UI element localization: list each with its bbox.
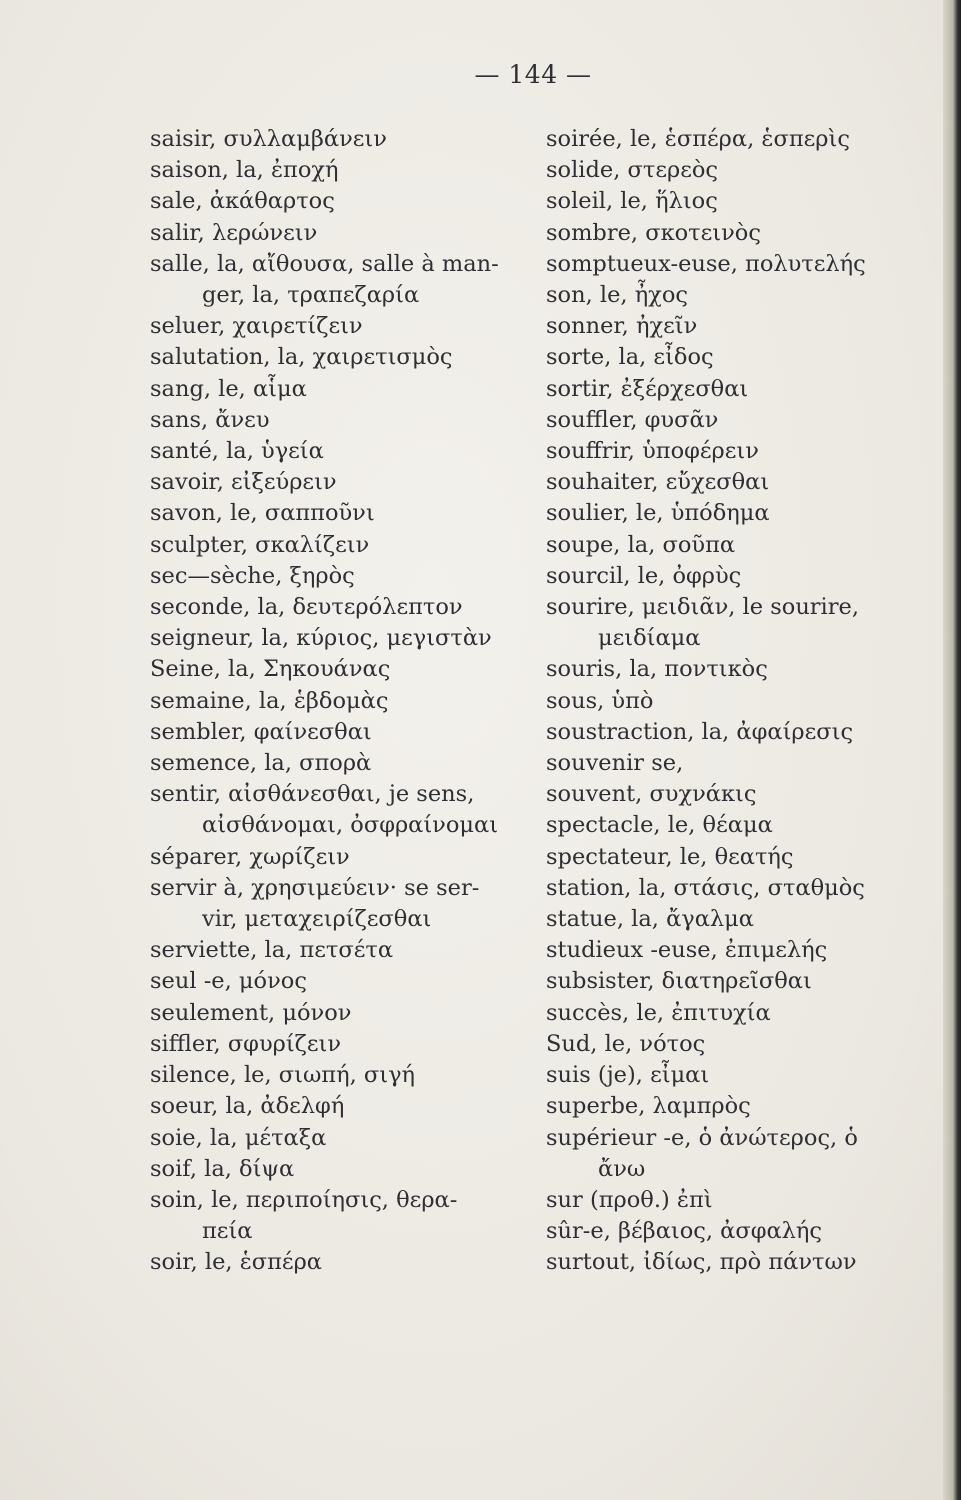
entry-text: soulier, le, ὑπόδημα <box>546 500 770 527</box>
entry-text: spectateur, le, θεατής <box>546 843 794 870</box>
dictionary-entry <box>546 311 906 342</box>
dictionary-entry <box>546 1091 906 1122</box>
dictionary-entry <box>150 1154 530 1185</box>
dictionary-entry <box>546 779 906 810</box>
dictionary-entry <box>546 592 906 654</box>
dictionary-entry <box>546 1216 906 1247</box>
page-edge-shadow <box>943 0 961 1500</box>
entry-text: sombre, σκοτεινὸς <box>546 219 761 246</box>
entry-text: somptueux-euse, πολυτελής <box>546 250 866 277</box>
entry-text: soleil, le, ἥλιος <box>546 188 718 215</box>
entry-text: santé, la, ὑγεία <box>150 438 324 465</box>
entry-text: sortir, ἐξέρχεσθαι <box>546 375 749 402</box>
dictionary-entry <box>150 623 530 654</box>
dictionary-entry <box>546 1123 906 1185</box>
entry-text: séparer, χωρίζειν <box>150 843 350 870</box>
dictionary-entry <box>150 498 530 529</box>
entry-text: savoir, εἰξεύρειν <box>150 469 337 496</box>
entry-text: sorte, la, εἶδος <box>546 344 714 371</box>
entry-text: station, la, στάσις, σταθμὸς <box>546 874 865 901</box>
entry-text: solide, στερεὸς <box>546 157 719 184</box>
dictionary-entry <box>546 530 906 561</box>
entry-continuation: ger, la, τραπεζαρία <box>202 282 420 309</box>
dictionary-entry <box>546 904 906 935</box>
dictionary-entry <box>150 717 530 748</box>
dictionary-entry <box>150 935 530 966</box>
dictionary-entry <box>546 1060 906 1091</box>
dictionary-entry <box>150 124 530 155</box>
entry-text: succès, le, ἐπιτυχία <box>546 999 771 1026</box>
dictionary-entry <box>546 998 906 1029</box>
dictionary-entry <box>150 998 530 1029</box>
dictionary-entry <box>546 873 906 904</box>
entry-text: soirée, le, ἑσπέρα, ἑσπερὶς <box>546 126 850 152</box>
dictionary-entry <box>150 686 530 717</box>
entry-text: soin, le, περιποίησις, θερα- <box>150 1186 458 1213</box>
dictionary-entry <box>150 186 530 217</box>
entry-text: savon, le, σαπποῦνι <box>150 500 375 527</box>
dictionary-entry <box>150 436 530 467</box>
entry-text: sentir, αἰσθάνεσθαι, je sens, <box>150 781 475 808</box>
dictionary-entry <box>150 1185 530 1247</box>
entry-text: spectacle, le, θέαμα <box>546 812 773 839</box>
dictionary-entry <box>546 810 906 841</box>
entry-text: sur (προθ.) ἐπὶ <box>546 1186 713 1213</box>
dictionary-entry <box>546 467 906 498</box>
entry-text: saison, la, ἐποχή <box>150 157 339 184</box>
dictionary-entry <box>546 280 906 311</box>
dictionary-entry <box>150 530 530 561</box>
entry-text: soir, le, ἑσπέρα <box>150 1249 322 1276</box>
entry-text: suis (je), εἶμαι <box>546 1062 710 1089</box>
dictionary-entry <box>150 342 530 373</box>
entry-text: sonner, ἠχεῖν <box>546 313 698 340</box>
entry-text: servir à, χρησιμεύειν· se ser- <box>150 874 480 901</box>
dictionary-entry <box>546 155 906 186</box>
dictionary-entry <box>150 1123 530 1154</box>
dictionary-entry <box>546 717 906 748</box>
dictionary-entry <box>546 1185 906 1216</box>
dictionary-entry <box>150 1091 530 1122</box>
entry-text: sculpter, σκαλίζειν <box>150 531 370 558</box>
dictionary-entry <box>546 405 906 436</box>
dictionary-entry <box>150 1029 530 1060</box>
entry-text: seigneur, la, κύριος, μεγιστὰν <box>150 625 492 652</box>
dictionary-entry <box>546 748 906 779</box>
entry-text: Seine, la, Σηκουάνας <box>150 656 391 683</box>
entry-text: sourire, μειδιᾶν, le sourire, <box>546 594 859 621</box>
dictionary-entry <box>150 218 530 249</box>
right-column <box>546 124 906 1279</box>
dictionary-entry <box>150 1247 530 1278</box>
entry-text: salutation, la, χαιρετισμὸς <box>150 344 453 371</box>
entry-text: souvent, συχνάκις <box>546 781 757 808</box>
dictionary-entry <box>150 374 530 405</box>
dictionary-entry <box>150 654 530 685</box>
entry-text: souhaiter, εὔχεσθαι <box>546 469 770 496</box>
dictionary-entry <box>546 124 906 155</box>
entry-text: silence, le, σιωπή, σιγή <box>150 1062 415 1089</box>
dictionary-entry <box>150 249 530 311</box>
dictionary-entry <box>150 561 530 592</box>
dictionary-entry <box>546 842 906 873</box>
dictionary-entry <box>150 779 530 841</box>
entry-text: studieux -euse, ἐπιμελής <box>546 937 828 964</box>
dictionary-entry <box>150 873 530 935</box>
dictionary-entry <box>150 842 530 873</box>
dictionary-entry <box>150 966 530 997</box>
dictionary-entry <box>546 342 906 373</box>
entry-text: siffler, σφυρίζειν <box>150 1030 342 1057</box>
entry-text: serviette, la, πετσέτα <box>150 937 394 964</box>
dictionary-entry <box>546 654 906 685</box>
entry-continuation: ἄνω <box>598 1155 646 1182</box>
entry-text: sec—sèche, ξηρὸς <box>150 562 355 589</box>
entry-text: sembler, φαίνεσθαι <box>150 718 372 745</box>
entry-text: son, le, ἦχος <box>546 282 688 309</box>
dictionary-entry <box>546 686 906 717</box>
dictionary-entry <box>546 218 906 249</box>
entry-continuation: πεία <box>202 1218 253 1245</box>
dictionary-entry <box>150 592 530 623</box>
entry-text: seconde, la, δευτερόλεπτον <box>150 594 463 621</box>
dictionary-entry <box>546 1247 906 1278</box>
dictionary-entry <box>546 966 906 997</box>
entry-text: surtout, ἰδίως, πρὸ πάντων <box>546 1249 857 1276</box>
entry-text: souvenir se, <box>546 750 684 777</box>
page-number: — 144 — <box>474 60 592 89</box>
entry-text: seulement, μόνον <box>150 999 352 1026</box>
entry-text: semence, la, σπορὰ <box>150 750 372 777</box>
entry-text: sourcil, le, ὀφρὺς <box>546 562 742 589</box>
entry-text: soustraction, la, ἀφαίρεσις <box>546 718 854 745</box>
dictionary-entry <box>546 498 906 529</box>
entry-text: saisir, συλλαμβάνειν <box>150 126 387 152</box>
entry-text: soeur, la, ἀδελφή <box>150 1093 345 1120</box>
dictionary-entry <box>546 1029 906 1060</box>
entry-text: sans, ἄνευ <box>150 406 270 433</box>
entry-text: souffrir, ὑποφέρειν <box>546 438 759 465</box>
entry-continuation: vir, μεταχειρίζεσθαι <box>202 906 432 933</box>
entry-text: sûr-e, βέβαιος, ἀσφαλής <box>546 1218 822 1245</box>
entry-text: soif, la, δίψα <box>150 1155 295 1182</box>
dictionary-entry <box>546 436 906 467</box>
dictionary-entry <box>546 374 906 405</box>
left-column <box>150 124 530 1279</box>
entry-text: salir, λερώνειν <box>150 219 318 246</box>
entry-text: souffler, φυσᾶν <box>546 406 719 433</box>
entry-text: subsister, διατηρεῖσθαι <box>546 968 812 995</box>
entry-text: seluer, χαιρετίζειν <box>150 313 363 340</box>
entry-text: salle, la, αἴθουσα, salle à man- <box>150 250 499 277</box>
dictionary-entry <box>150 1060 530 1091</box>
entry-text: souris, la, ποντικὸς <box>546 656 768 683</box>
entry-continuation: μειδίαμα <box>598 625 701 652</box>
entry-text: sang, le, αἷμα <box>150 375 307 402</box>
entry-text: Sud, le, νότος <box>546 1030 706 1057</box>
dictionary-entry <box>150 311 530 342</box>
dictionary-entry <box>150 467 530 498</box>
dictionary-entry <box>546 935 906 966</box>
entry-text: sale, ἀκάθαρτος <box>150 188 335 215</box>
entry-text: supérieur -e, ὁ ἀνώτερος, ὁ <box>546 1124 858 1151</box>
entry-text: soupe, la, σοῦπα <box>546 531 736 558</box>
dictionary-entry <box>546 186 906 217</box>
dictionary-entry <box>150 155 530 186</box>
entry-text: semaine, la, ἑβδομὰς <box>150 687 389 714</box>
dictionary-entry <box>546 249 906 280</box>
entry-text: statue, la, ἄγαλμα <box>546 906 754 933</box>
dictionary-entry <box>546 561 906 592</box>
entry-text: sous, ὑπὸ <box>546 687 654 714</box>
entry-continuation: αἰσθάνομαι, ὀσφραίνομαι <box>202 812 499 839</box>
entry-text: soie, la, μέταξα <box>150 1124 327 1151</box>
entry-text: superbe, λαμπρὸς <box>546 1093 751 1120</box>
dictionary-entry <box>150 748 530 779</box>
entry-text: seul -e, μόνος <box>150 968 307 995</box>
dictionary-entry <box>150 405 530 436</box>
